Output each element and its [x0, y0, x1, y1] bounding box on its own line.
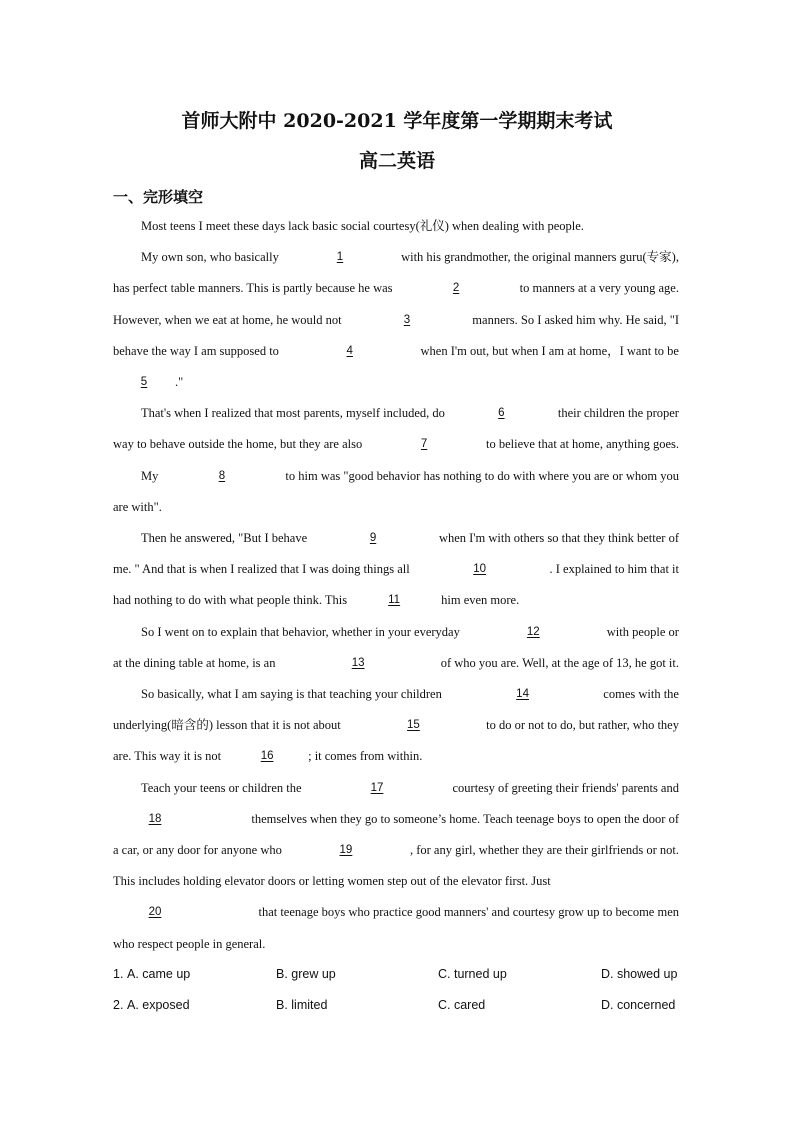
- blank-7[interactable]: 7: [420, 438, 428, 450]
- passage-line: 20 that teenage boys who practice good manners' and courtesy grow up to become men: [113, 903, 679, 921]
- blank-9[interactable]: 9: [369, 532, 377, 544]
- passage-line: a car, or any door for anyone who 19 , for any girl, whether they are their girlfriends or not.: [113, 843, 679, 857]
- option-c[interactable]: C. turned up: [438, 967, 507, 981]
- passage-line: However, when we eat at home, he would not 3 manners. So I asked him why. He said, "I: [113, 313, 679, 327]
- section-heading: 一、完形填空: [113, 188, 204, 206]
- passage-line: My own son, who basically 1 with his grandmother, the original manners guru(专家),: [141, 250, 679, 264]
- passage-line: at the dining table at home, is an 13 of who you are. Well, at the age of 13, he got it.: [113, 656, 679, 670]
- passage-line: Most teens I meet these days lack basic social courtesy(礼仪) when dealing with people.: [141, 219, 584, 233]
- exam-subtitle: 高二英语: [358, 150, 435, 172]
- blank-16[interactable]: 16: [260, 750, 274, 762]
- passage-line: So I went on to explain that behavior, whether in your everyday 12 with people or: [141, 625, 679, 639]
- blank-20[interactable]: 20: [148, 906, 162, 918]
- option-c[interactable]: C. cared: [438, 998, 486, 1012]
- passage-line: are with".: [113, 500, 162, 514]
- passage-line: who respect people in general.: [113, 937, 266, 951]
- option-b[interactable]: B. limited: [276, 998, 328, 1012]
- exam-title: 首师大附中 2020-2021 学年度第一学期期末考试: [181, 110, 613, 132]
- passage-line: behave the way I am supposed to 4 when I'm out, but when I am at home，I want to be: [113, 344, 679, 358]
- passage-line: 5 .": [113, 373, 679, 391]
- passage-line: 18 themselves when they go to someone’s home. Teach teenage boys to open the door of: [113, 810, 679, 828]
- passage-line: underlying(暗含的) lesson that it is not about 15 to do or not to do, but rather, who they: [113, 718, 679, 732]
- blank-13[interactable]: 13: [351, 657, 365, 669]
- option-a[interactable]: A. exposed: [127, 998, 190, 1012]
- passage-line: has perfect table manners. This is partly because he was 2 to manners at a very young age.: [113, 281, 679, 295]
- question-number: 2.: [113, 998, 124, 1012]
- passage-line: So basically, what I am saying is that teaching your children 14 comes with the: [141, 687, 679, 701]
- blank-19[interactable]: 19: [339, 844, 353, 856]
- question-number: 1.: [113, 967, 124, 981]
- blank-4[interactable]: 4: [346, 345, 353, 357]
- option-d[interactable]: D. showed up: [601, 967, 678, 981]
- blank-8[interactable]: 8: [218, 470, 226, 482]
- passage-line: Then he answered, "But I behave 9 when I'm with others so that they think better of: [141, 531, 679, 545]
- option-a[interactable]: A. came up: [127, 967, 191, 981]
- passage-line: are. This way it is not 16 ; it comes from within.: [113, 749, 423, 763]
- option-d[interactable]: D. concerned: [601, 998, 676, 1012]
- passage-line: My 8 to him was "good behavior has nothing to do with where you are or whom you: [141, 469, 679, 483]
- option-b[interactable]: B. grew up: [276, 967, 336, 981]
- passage-line: Teach your teens or children the 17 courtesy of greeting their friends' parents and: [141, 781, 679, 795]
- passage-line: That's when I realized that most parents, myself included, do 6 their children the proper: [141, 406, 679, 420]
- blank-1[interactable]: 1: [336, 251, 344, 263]
- blank-12[interactable]: 12: [526, 626, 540, 638]
- blank-17[interactable]: 17: [370, 782, 384, 794]
- blank-2[interactable]: 2: [452, 282, 460, 294]
- blank-3[interactable]: 3: [403, 314, 411, 326]
- passage-line: me. " And that is when I realized that I was doing things all 10 . I explained to him that it: [113, 562, 679, 576]
- blank-10[interactable]: 10: [473, 563, 486, 575]
- passage-line: This includes holding elevator doors or letting women step out of the elevator first. Just: [113, 874, 551, 888]
- blank-14[interactable]: 14: [516, 688, 529, 700]
- passage-line: had nothing to do with what people think. This 11 him even more.: [113, 593, 520, 607]
- blank-18[interactable]: 18: [148, 813, 162, 825]
- blank-11[interactable]: 11: [388, 594, 401, 606]
- blank-5[interactable]: 5: [140, 376, 148, 388]
- blank-6[interactable]: 6: [498, 407, 505, 419]
- passage-line: way to behave outside the home, but they are also 7 to believe that at home, anything goes.: [113, 437, 679, 451]
- blank-15[interactable]: 15: [407, 719, 420, 731]
